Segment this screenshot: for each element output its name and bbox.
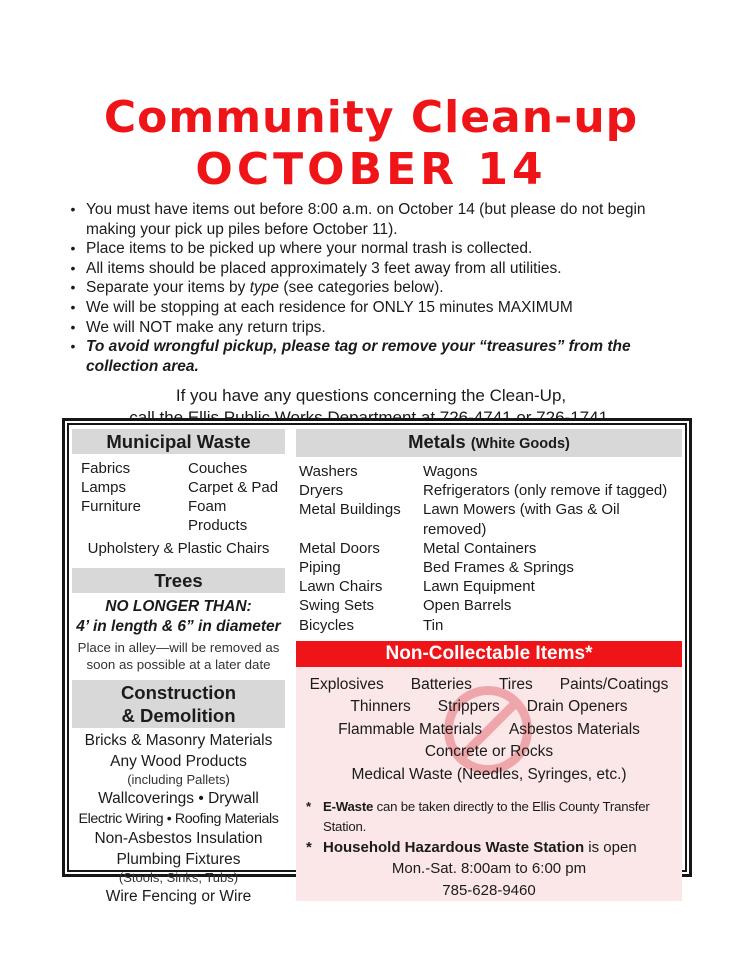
item-row: Swing Sets Open Barrels bbox=[299, 597, 512, 615]
bullet-item bbox=[60, 318, 682, 338]
bullet-text: We will be stopping at each residence for ONLY 15 minutes MAXIMUM bbox=[86, 298, 573, 316]
hours-line: Mon.-Sat. 8:00am to 6:00 pm bbox=[391, 860, 587, 878]
item-row: Metal Doors Metal Containers bbox=[299, 539, 537, 557]
metals-items bbox=[293, 457, 685, 641]
flyer-title bbox=[0, 0, 742, 196]
bullet-icon: • bbox=[70, 318, 76, 335]
item-row: Wire Fencing or Wire bbox=[105, 887, 252, 905]
construction-items bbox=[69, 731, 288, 907]
item-row: Washers Wagons bbox=[299, 463, 478, 480]
municipal-waste-items bbox=[69, 454, 288, 539]
non-collectable-line: Thinners Strippers Drain Openers bbox=[350, 698, 628, 716]
contact-line-1: If you have any questions concerning the Clean-Up, bbox=[175, 386, 567, 406]
section-header-metals: Metals (White Goods) bbox=[296, 429, 682, 457]
title-line-2: OCTOBER 14 bbox=[195, 144, 547, 195]
section-header-trees: Trees bbox=[72, 568, 285, 593]
bullet-item bbox=[60, 259, 682, 279]
left-column bbox=[69, 425, 288, 905]
trees-note-line: Place in alley—will be removed as bbox=[77, 640, 280, 655]
categories-table-inner bbox=[67, 423, 687, 905]
phone-number: 785-628-9460 bbox=[442, 881, 536, 899]
bullet-item bbox=[60, 337, 682, 376]
item-row: (Stools, Sinks, Tubs) bbox=[118, 870, 239, 885]
item-row: Bicycles Tin bbox=[299, 616, 444, 634]
item-row: Dryers Refrigerators (only remove if tagged) bbox=[299, 482, 668, 500]
section-header-municipal-waste: Municipal Waste bbox=[72, 429, 285, 454]
note-hazardous-waste: * Household Hazardous Waste Station is open bbox=[306, 839, 637, 857]
trees-note-line: soon as possible at a later date bbox=[86, 656, 271, 672]
bullet-item bbox=[60, 239, 682, 259]
bullet-item bbox=[60, 298, 682, 318]
trees-rule-line: NO LONGER THAN: bbox=[105, 598, 252, 615]
asterisk: * bbox=[306, 839, 312, 857]
categories-table bbox=[62, 418, 692, 905]
item-row: Non-Asbestos Insulation bbox=[94, 830, 263, 847]
item-row: Furniture Foam Products bbox=[81, 498, 248, 534]
item-row: Electric Wiring • Roofing Materials bbox=[78, 811, 279, 827]
item-row: Metal Buildings Lawn Mowers (with Gas & Oil removed) bbox=[299, 501, 620, 538]
non-collectable-line: Flammable Materials Asbestos Materials bbox=[338, 720, 640, 738]
item-row: Fabrics Couches bbox=[81, 460, 248, 477]
item-row: Wallcoverings • Drywall bbox=[98, 789, 259, 807]
bullet-icon: • bbox=[70, 201, 76, 217]
section-header-construction: Construction & Demolition bbox=[72, 680, 285, 728]
non-collectable-line: Explosives Batteries Tires Paints/Coatings bbox=[309, 675, 669, 693]
item-row: Any Wood Products bbox=[110, 752, 247, 770]
non-collectable-line: Concrete or Rocks bbox=[424, 743, 554, 761]
item-row: Bricks & Masonry Materials bbox=[84, 732, 273, 749]
non-collectable-notes bbox=[296, 797, 682, 858]
bullet-item bbox=[60, 278, 682, 298]
bullet-icon: • bbox=[70, 279, 76, 296]
asterisk: * bbox=[306, 799, 311, 815]
item-row: Lawn Chairs Lawn Equipment bbox=[299, 578, 535, 596]
bullet-text: Separate your items by type (see categories below). bbox=[86, 279, 444, 297]
bullet-icon: • bbox=[70, 298, 76, 315]
bullet-icon: • bbox=[70, 240, 76, 257]
note-e-waste: * E-Waste can be taken directly to the Ellis County Transfer Station. bbox=[306, 797, 676, 837]
item-row: Upholstery & Plastic Chairs bbox=[87, 540, 270, 557]
bullet-text: You must have items out before 8:00 a.m. on October 14 (but please do not begin making your pick up piles before October 11). bbox=[86, 201, 646, 238]
bullet-text: To avoid wrongful pickup, please tag or remove your “treasures” from the collection area. bbox=[86, 338, 631, 375]
bullet-icon: • bbox=[70, 338, 76, 355]
bullet-text: We will NOT make any return trips. bbox=[86, 318, 326, 336]
item-row: Piping Bed Frames & Springs bbox=[299, 559, 574, 577]
section-header-non-collectable: Non-Collectable Items* bbox=[296, 641, 682, 667]
bullet-icon: • bbox=[70, 259, 76, 276]
item-row: Plumbing Fixtures bbox=[116, 850, 241, 868]
trees-rule-line: 4’ in length & 6” in diameter bbox=[76, 618, 281, 635]
item-row: Lamps Carpet & Pad bbox=[81, 479, 279, 496]
bullet-text: Place items to be picked up where your normal trash is collected. bbox=[86, 240, 533, 258]
bullet-text: All items should be placed approximately 3 feet away from all utilities. bbox=[86, 259, 562, 277]
bullet-item bbox=[60, 200, 682, 239]
title-line-1: Community Clean-up bbox=[103, 92, 639, 143]
right-column bbox=[293, 425, 685, 899]
instructions-bullet-list bbox=[60, 200, 682, 376]
item-row: (including Pallets) bbox=[127, 772, 230, 787]
non-collectable-panel bbox=[296, 667, 682, 902]
non-collectable-line: Medical Waste (Needles, Syringes, etc.) bbox=[351, 765, 627, 783]
